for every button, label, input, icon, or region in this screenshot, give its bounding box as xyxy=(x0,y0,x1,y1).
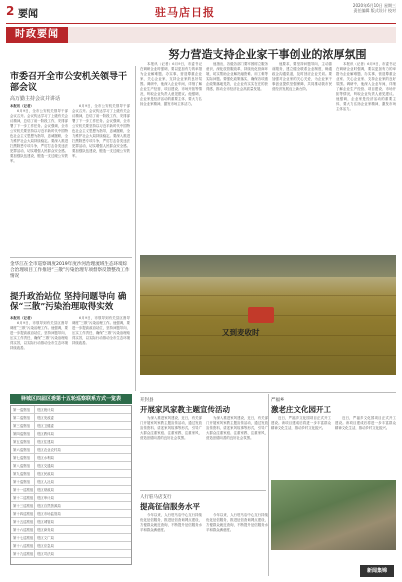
table-row xyxy=(11,470,131,478)
table-cell-unit: 驻区自然资源局 xyxy=(37,504,61,508)
table-cell-unit: 驻区卫健委 xyxy=(37,424,54,428)
lead-paragraph-4: 本报讯（记者）6月9日，市委书记在调研企业时强调，要以更加有力的举措为企业解难题、办实事，营造尊重企业家、关心企业家、支持企业家的良好氛围。调研中，他深入企业车间，详细了解企业生产经营、项目建设、市场开拓等情况，听取企业负责人意见建议。他强调，企业家是经济活动的重要主体，要大力弘扬企业家精神，激发市场主体活力。 xyxy=(336,62,396,111)
table-row xyxy=(11,414,131,422)
wheat-harvest-photo xyxy=(140,255,396,375)
table-cell-group: 第十三巡察组 xyxy=(13,504,34,508)
table-row xyxy=(11,486,131,494)
story-b1-col1 xyxy=(140,416,202,490)
table-cell-group: 第一巡察组 xyxy=(11,406,35,413)
field-row xyxy=(140,355,396,356)
left-story2-body: 6月9日，市领导到有关县区督导调度“三散”污染治理工作。他强调，要进一步提高政治站位，坚持问题导向，压实工作责任，确保“三散”污染治理取得实效，以实际行动推动全市生态环境持续改善。 xyxy=(10,321,68,350)
table-cell-unit: 驻区教体局 xyxy=(37,432,54,436)
table-row xyxy=(11,438,131,446)
table-row xyxy=(11,550,131,558)
section-divider xyxy=(140,392,396,393)
masthead xyxy=(0,0,402,24)
banner-label: 时政要闻 xyxy=(6,27,68,43)
lead-column-1 xyxy=(140,62,202,248)
issue-editors: 责任编辑 版式设计 校对 xyxy=(353,8,396,13)
table-row xyxy=(11,446,131,454)
table-cell-group: 第十巡察组 xyxy=(11,478,35,485)
left-story2-headline: 提升政治站位 坚持问题导向 确保“三散”污染治理取得实效 xyxy=(10,292,127,312)
story-b1-body-cont: 为深入推进家风建设，近日，有关部门开展家风家教主题宣传活动，通过发放宣传资料、讲述家风故事等形式，引导广大群众注重家庭、注重家教、注重家风，营造崇德向善的良好社会氛围。 xyxy=(206,416,268,440)
table-cell-group: 第十六巡察组 xyxy=(13,528,34,532)
contact-table xyxy=(10,405,132,565)
left-story2-body-cont: 6月9日，市领导到有关县区督导调度“三散”污染治理工作。他强调，要进一步提高政治站位，坚持问题导向，压实工作责任，确保“三散”污染治理取得实效，以实际行动推动全市生态环境持续改善。 xyxy=(72,316,130,345)
news-roundup-tag: 新闻集锦 xyxy=(360,565,394,577)
story-b1-headline: 开展家风家教主题宣传活动 xyxy=(140,405,230,414)
left-story1-col1 xyxy=(10,104,68,254)
table-row xyxy=(11,422,131,430)
story-b2-body-cont: 今年以来，人行驻马店中心支行持续优化征信服务，推进征信查询网点建设，方便群众就近查询，不断提升征信服务水平和群众满意度。 xyxy=(206,513,268,532)
table-cell-group: 第四巡察组 xyxy=(11,430,35,437)
left-story1-headline: 市委召开全市公安机关领导干部会议 xyxy=(10,72,128,93)
left-story1-body-cont: 6月9日，全市公安机关领导干部会议召开。会议传达学习了上级有关会议精神，总结了前一阶段工作，安排部署了下一步工作任务。会议强调，全市公安机关要坚持以习近平新时代中国特色社会主义思想为指导，忠诚履职，全力维护社会大局持续稳定。要深入推进扫黑除恶专项斗争，严厉打击各类违法犯罪活动，切实增强人民群众安全感。要加强队伍建设，锻造一支过硬公安铁军。 xyxy=(72,104,130,158)
table-cell-unit: 驻区财政局 xyxy=(37,488,54,492)
table-cell-unit: 驻区市场监管局 xyxy=(37,512,61,516)
table-cell-group: 第十二巡察组 xyxy=(13,496,34,500)
table-cell-group: 第十八巡察组 xyxy=(13,544,34,548)
table-cell-group: 第十一巡察组 xyxy=(13,488,34,492)
table-cell-group: 第十五巡察组 xyxy=(13,520,34,524)
story-b2-col1 xyxy=(140,513,202,575)
table-cell-group: 第七巡察组 xyxy=(11,454,35,461)
table-cell-unit: 驻区司法局 xyxy=(37,552,54,556)
table-row xyxy=(11,454,131,462)
story-b2-body: 今年以来，人行驻马店中心支行持续优化征信服务，推进征信查询网点建设，方便群众就近查询，不断提升征信服务水平和群众满意度。 xyxy=(140,513,202,532)
lead-headline: 努力营造支持企业家干事创业的浓厚氛围 xyxy=(168,48,367,61)
story-b3-col2 xyxy=(335,416,396,476)
story-b3-body-cont: 近日，严福乡文化园项目正式开工建设。该项目建成后将进一步丰富群众精神文化生活，推动乡村文化振兴。 xyxy=(335,416,396,430)
table-cell-group: 第六巡察组 xyxy=(11,446,35,453)
story-b1-col2 xyxy=(206,416,268,490)
table-cell-unit: 驻区应急局 xyxy=(37,544,54,548)
lead-column-3 xyxy=(272,62,332,248)
table-cell-unit: 驻区审计局 xyxy=(37,496,54,500)
story-b1-label: 开封县 xyxy=(140,398,154,403)
page-number: 2 xyxy=(6,4,15,18)
table-cell-unit: 驻区统计局 xyxy=(37,408,54,412)
field-row xyxy=(140,295,396,296)
story-b1-body: 为深入推进家风建设，近日，有关部门开展家风家教主题宣传活动，通过发放宣传资料、讲述家风故事等形式，引导广大群众注重家庭、注重家教、注重家风，营造崇德向善的良好社会氛围。 xyxy=(140,416,202,440)
newspaper-brand: 驻马店日报 xyxy=(155,6,215,19)
table-cell-group: 第十九巡察组 xyxy=(13,552,34,556)
table-cell-group: 第十七巡察组 xyxy=(13,536,34,540)
table-cell-unit: 驻区商务局 xyxy=(37,528,54,532)
issue-date: 2020年6月10日 星期三 xyxy=(352,3,396,8)
lead-paragraph-1: 本报讯（记者）6月9日，市委书记在调研企业时强调，要以更加有力的举措为企业解难题、办实事，营造尊重企业家、关心企业家、支持企业家的良好氛围。调研中，他深入企业车间，详细了解企业生产经营、项目建设、市场开拓等情况，听取企业负责人意见建议。他强调，企业家是经济活动的重要主体，要大力弘扬企业家精神，激发市场主体活力。 xyxy=(140,62,202,106)
left-story1-col2 xyxy=(72,104,130,254)
story-b3-body: 近日，严福乡文化园项目正式开工建设。该项目建成后将进一步丰富群众精神文化生活，推动乡村文化振兴。 xyxy=(271,416,331,430)
table-cell-unit: 驻区住建局 xyxy=(37,440,54,444)
table-cell-group: 第三巡察组 xyxy=(11,422,35,429)
story-b2-label: 人行驻马店支行 xyxy=(140,495,172,500)
table-row xyxy=(11,526,131,534)
column-divider xyxy=(135,66,136,391)
table-title: 驿城区四届区委第十五轮巡察联系方式一览表 xyxy=(10,394,132,404)
cultural-park-photo xyxy=(271,480,396,550)
table-cell-unit: 驻区交通局 xyxy=(37,464,54,468)
left-story2-col1 xyxy=(10,316,68,388)
left-story1-byline: 本报讯（记者） xyxy=(10,104,34,108)
masthead-rule xyxy=(6,23,396,24)
left-story1-body: 6月9日，全市公安机关领导干部会议召开。会议传达学习了上级有关会议精神，总结了前一阶段工作，安排部署了下一步工作任务。会议强调，全市公安机关要坚持以习近平新时代中国特色社会主义思想为指导，忠诚履职，全力维护社会大局持续稳定。要深入推进扫黑除恶专项斗争，严厉打击各类违法犯罪活动，切实增强人民群众安全感。要加强队伍建设，锻造一支过硬公安铁军。 xyxy=(10,109,68,163)
lead-paragraph-2: 他指出，各级各部门要牢固树立服务意识，深化放管服改革，持续优化营商环境，切实帮助企业解决融资难、用工难等实际问题。要强化政策落实，确保各项惠企政策落地见效，让企业有实实在在的获得感，推动全市经济社会高质量发展。 xyxy=(206,62,268,91)
table-cell-unit: 驻区城管局 xyxy=(37,520,54,524)
photo-caption: 又到麦收时 xyxy=(222,328,260,337)
table-row xyxy=(11,478,131,486)
story-b3-label: 严福乡 xyxy=(271,398,285,403)
treeline xyxy=(140,255,396,277)
left-story2-byline: 本报讯（记者） xyxy=(10,316,34,320)
table-cell-unit: 驻区农业农村局 xyxy=(37,448,61,452)
table-cell-unit: 驻区民政局 xyxy=(37,472,54,476)
issue-meta xyxy=(316,3,396,13)
table-cell-group: 第八巡察组 xyxy=(11,462,35,469)
table-cell-unit: 驻区发改委 xyxy=(37,416,54,420)
section-divider xyxy=(140,490,266,491)
table-row xyxy=(11,542,131,550)
table-row xyxy=(11,502,131,510)
story-b3-col1 xyxy=(271,416,331,476)
table-row xyxy=(11,518,131,526)
table-cell-group: 第十四巡察组 xyxy=(13,512,34,516)
table-row xyxy=(11,510,131,518)
left-story2-col2 xyxy=(72,316,130,388)
table-row xyxy=(11,494,131,502)
lead-column-4 xyxy=(336,62,396,248)
left-story2-intro: 金华江在全市巡察调度2019年度沙河治理流域生态环境综合治理项目工作推进“三散”污染治理专项督察反馈整改工作情况 xyxy=(10,262,130,279)
section-divider xyxy=(10,257,132,258)
table-cell-group: 第二巡察组 xyxy=(11,414,35,421)
table-cell-unit: 驻区文广局 xyxy=(37,536,54,540)
table-row xyxy=(11,462,131,470)
story-b3-headline: 激老庄文化园开工 xyxy=(271,405,331,414)
table-cell-group: 第五巡察组 xyxy=(11,438,35,445)
section-banner xyxy=(6,27,396,43)
story-b2-headline: 提高征信服务水平 xyxy=(140,502,200,511)
table-cell-group: 第九巡察组 xyxy=(11,470,35,477)
table-row xyxy=(11,430,131,438)
left-story1-subhead: 高万勤主持会议并讲话 xyxy=(10,96,61,102)
section-name: 要闻 xyxy=(18,9,38,20)
story-b2-col2 xyxy=(206,513,268,575)
lead-column-2 xyxy=(206,62,268,248)
table-row xyxy=(11,534,131,542)
table-cell-unit: 驻区水利局 xyxy=(37,456,54,460)
column-divider xyxy=(268,394,269,576)
combine-harvester xyxy=(248,307,274,323)
lead-paragraph-3: 他要求，要坚持问题导向，主动靠前服务，建立健全联系企业制度，畅通政企沟通渠道，及时回应企业关切。要加强对企业家的关心关爱，为企业家干事创业提供坚强保障，共同推动我市民营经济发展迈上新台阶。 xyxy=(272,62,332,91)
table-row xyxy=(11,406,131,414)
table-cell-unit: 驻区人社局 xyxy=(37,480,54,484)
